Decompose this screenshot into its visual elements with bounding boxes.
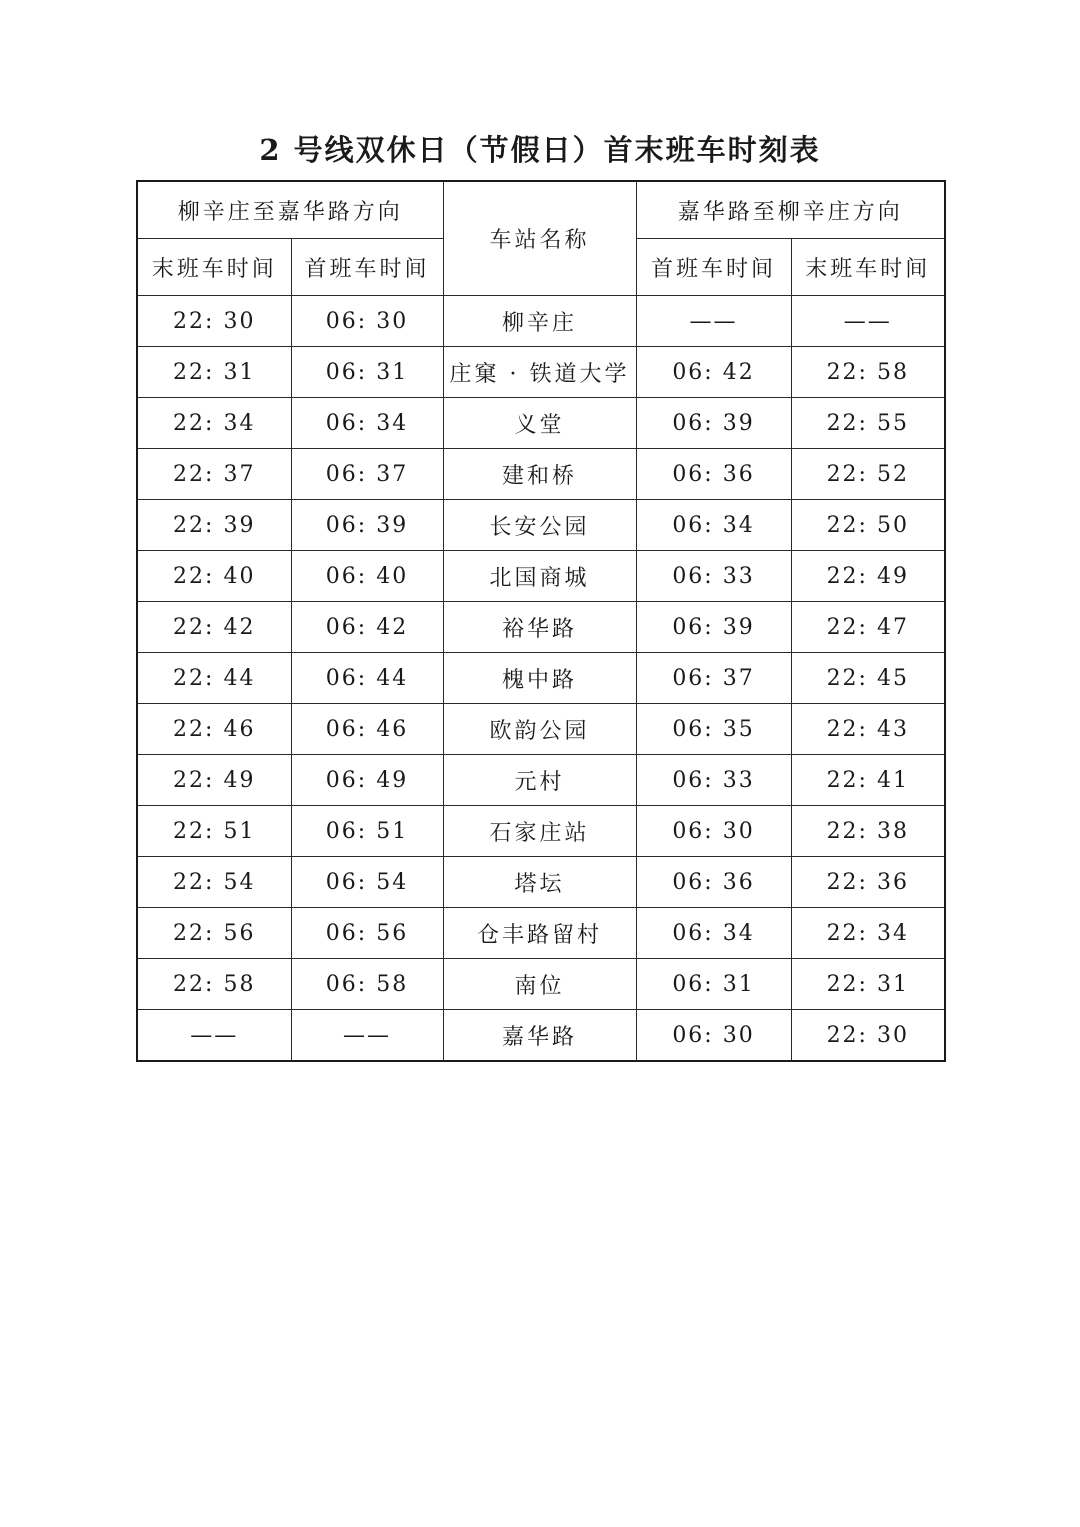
right-first-train-time: 06: 33 bbox=[636, 755, 791, 806]
left-last-train-time: 22: 31 bbox=[137, 347, 291, 398]
right-first-train-time: 06: 30 bbox=[636, 1010, 791, 1062]
right-last-train-header: 末班车时间 bbox=[791, 239, 945, 296]
station-name: 元村 bbox=[443, 755, 636, 806]
station-name: 义堂 bbox=[443, 398, 636, 449]
left-first-train-time: 06: 39 bbox=[291, 500, 443, 551]
right-last-train-time: 22: 41 bbox=[791, 755, 945, 806]
left-last-train-time: —— bbox=[137, 1010, 291, 1062]
right-first-train-time: 06: 33 bbox=[636, 551, 791, 602]
right-first-train-time: 06: 34 bbox=[636, 500, 791, 551]
direction-header-left: 柳辛庄至嘉华路方向 bbox=[137, 181, 443, 239]
right-last-train-time: 22: 52 bbox=[791, 449, 945, 500]
right-last-train-time: 22: 38 bbox=[791, 806, 945, 857]
station-name: 北国商城 bbox=[443, 551, 636, 602]
left-first-train-time: 06: 56 bbox=[291, 908, 443, 959]
left-first-train-time: —— bbox=[291, 1010, 443, 1062]
page-title: 2 号线双休日（节假日）首末班车时刻表 bbox=[259, 133, 821, 167]
left-first-train-time: 06: 40 bbox=[291, 551, 443, 602]
left-last-train-time: 22: 46 bbox=[137, 704, 291, 755]
station-name: 槐中路 bbox=[443, 653, 636, 704]
timetable bbox=[136, 180, 946, 1062]
table-row bbox=[137, 296, 945, 347]
right-last-train-time: 22: 34 bbox=[791, 908, 945, 959]
table-row bbox=[137, 1010, 945, 1062]
left-first-train-time: 06: 46 bbox=[291, 704, 443, 755]
table-row bbox=[137, 755, 945, 806]
table-row bbox=[137, 398, 945, 449]
left-last-train-time: 22: 54 bbox=[137, 857, 291, 908]
left-first-train-time: 06: 51 bbox=[291, 806, 443, 857]
station-name: 仓丰路留村 bbox=[443, 908, 636, 959]
left-first-train-time: 06: 31 bbox=[291, 347, 443, 398]
station-name: 庄窠 · 铁道大学 bbox=[443, 347, 636, 398]
table-row bbox=[137, 857, 945, 908]
right-first-train-time: —— bbox=[636, 296, 791, 347]
left-last-train-time: 22: 40 bbox=[137, 551, 291, 602]
left-first-train-time: 06: 42 bbox=[291, 602, 443, 653]
left-first-train-time: 06: 34 bbox=[291, 398, 443, 449]
station-name: 石家庄站 bbox=[443, 806, 636, 857]
left-last-train-time: 22: 56 bbox=[137, 908, 291, 959]
header-row-directions bbox=[137, 181, 945, 239]
right-last-train-time: 22: 58 bbox=[791, 347, 945, 398]
left-first-train-time: 06: 49 bbox=[291, 755, 443, 806]
left-last-train-time: 22: 42 bbox=[137, 602, 291, 653]
left-last-train-time: 22: 30 bbox=[137, 296, 291, 347]
station-name-header: 车站名称 bbox=[443, 181, 636, 296]
table-row bbox=[137, 704, 945, 755]
right-last-train-time: 22: 31 bbox=[791, 959, 945, 1010]
table-row bbox=[137, 449, 945, 500]
left-last-train-time: 22: 51 bbox=[137, 806, 291, 857]
right-first-train-time: 06: 36 bbox=[636, 449, 791, 500]
right-first-train-time: 06: 42 bbox=[636, 347, 791, 398]
right-last-train-time: 22: 50 bbox=[791, 500, 945, 551]
left-last-train-time: 22: 58 bbox=[137, 959, 291, 1010]
left-first-train-time: 06: 58 bbox=[291, 959, 443, 1010]
left-last-train-time: 22: 37 bbox=[137, 449, 291, 500]
station-name: 嘉华路 bbox=[443, 1010, 636, 1062]
left-last-train-time: 22: 39 bbox=[137, 500, 291, 551]
right-last-train-time: 22: 45 bbox=[791, 653, 945, 704]
station-name: 南位 bbox=[443, 959, 636, 1010]
station-name: 建和桥 bbox=[443, 449, 636, 500]
left-first-train-header: 首班车时间 bbox=[291, 239, 443, 296]
left-last-train-time: 22: 34 bbox=[137, 398, 291, 449]
direction-header-right: 嘉华路至柳辛庄方向 bbox=[636, 181, 945, 239]
right-first-train-time: 06: 31 bbox=[636, 959, 791, 1010]
right-first-train-time: 06: 30 bbox=[636, 806, 791, 857]
right-last-train-time: —— bbox=[791, 296, 945, 347]
station-name: 柳辛庄 bbox=[443, 296, 636, 347]
left-first-train-time: 06: 37 bbox=[291, 449, 443, 500]
station-name: 裕华路 bbox=[443, 602, 636, 653]
table-row bbox=[137, 500, 945, 551]
left-first-train-time: 06: 54 bbox=[291, 857, 443, 908]
table-row bbox=[137, 908, 945, 959]
left-last-train-time: 22: 44 bbox=[137, 653, 291, 704]
station-name: 欧韵公园 bbox=[443, 704, 636, 755]
table-row bbox=[137, 806, 945, 857]
right-first-train-time: 06: 34 bbox=[636, 908, 791, 959]
right-last-train-time: 22: 43 bbox=[791, 704, 945, 755]
right-first-train-time: 06: 37 bbox=[636, 653, 791, 704]
right-first-train-header: 首班车时间 bbox=[636, 239, 791, 296]
left-first-train-time: 06: 44 bbox=[291, 653, 443, 704]
table-row bbox=[137, 959, 945, 1010]
right-last-train-time: 22: 36 bbox=[791, 857, 945, 908]
station-name: 长安公园 bbox=[443, 500, 636, 551]
right-last-train-time: 22: 47 bbox=[791, 602, 945, 653]
table-row bbox=[137, 347, 945, 398]
right-last-train-time: 22: 55 bbox=[791, 398, 945, 449]
table-row bbox=[137, 653, 945, 704]
right-first-train-time: 06: 39 bbox=[636, 602, 791, 653]
right-first-train-time: 06: 35 bbox=[636, 704, 791, 755]
left-last-train-header: 末班车时间 bbox=[137, 239, 291, 296]
right-last-train-time: 22: 30 bbox=[791, 1010, 945, 1062]
left-first-train-time: 06: 30 bbox=[291, 296, 443, 347]
station-name: 塔坛 bbox=[443, 857, 636, 908]
right-last-train-time: 22: 49 bbox=[791, 551, 945, 602]
left-last-train-time: 22: 49 bbox=[137, 755, 291, 806]
table-row bbox=[137, 602, 945, 653]
right-first-train-time: 06: 39 bbox=[636, 398, 791, 449]
right-first-train-time: 06: 36 bbox=[636, 857, 791, 908]
table-row bbox=[137, 551, 945, 602]
